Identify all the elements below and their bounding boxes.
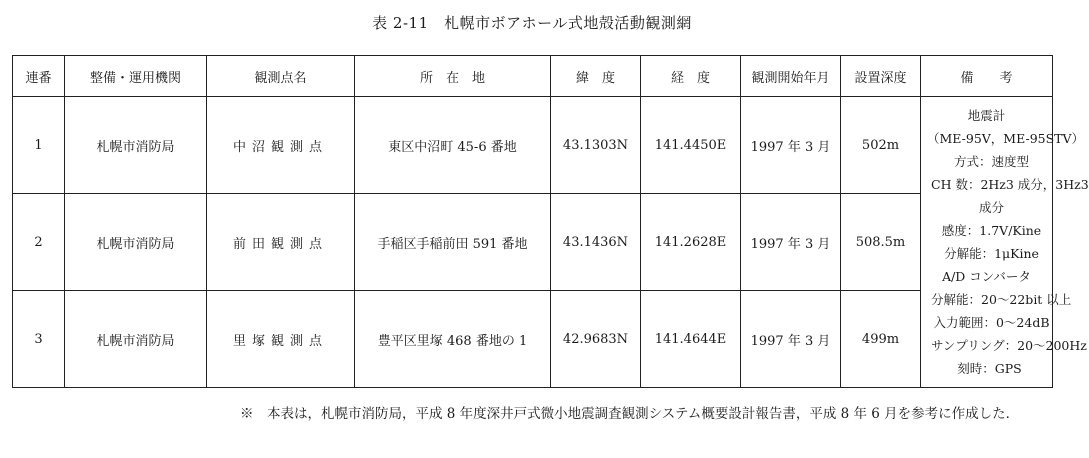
notes-line: 地震計 <box>967 108 1006 123</box>
cell-no: 3 <box>13 291 65 388</box>
header-start: 観測開始年月 <box>741 56 841 97</box>
cell-start: 1997 年 3 月 <box>741 194 841 291</box>
notes-line: 刻時：GPS <box>957 361 1022 376</box>
notes-line: A/D コンバータ <box>942 269 1031 284</box>
cell-station: 中沼観測点 <box>207 97 355 194</box>
cell-start: 1997 年 3 月 <box>741 97 841 194</box>
cell-start: 1997 年 3 月 <box>741 291 841 388</box>
notes-line: サンプリング：20～200Hz <box>931 338 1087 353</box>
notes-line: 成分 <box>978 200 1004 215</box>
footnote: ※ 本表は，札幌市消防局，平成 8 年度深井戸式微小地震調査観測システム概要設計報告書，平成 8 年 6 月を参考に作成した． <box>240 406 1020 422</box>
header-depth: 設置深度 <box>841 56 921 97</box>
table-row <box>13 194 1053 291</box>
table-row <box>13 97 1053 194</box>
header-station: 観測点名 <box>207 56 355 97</box>
cell-depth: 508.5m <box>841 194 921 291</box>
notes-line: 感度：1.7V/Kine <box>941 223 1042 238</box>
notes-line: 方式：速度型 <box>953 154 1029 169</box>
notes-cell <box>921 97 1089 388</box>
table-title: 表 2-11 札幌市ボアホール式地殻活動観測網 <box>372 14 692 32</box>
cell-lat: 43.1436N <box>551 194 641 291</box>
notes-line: 分解能：1μKine <box>944 246 1039 261</box>
header-lat: 緯 度 <box>551 56 641 97</box>
header-location: 所 在 地 <box>355 56 551 97</box>
cell-location: 豊平区里塚 468 番地の 1 <box>355 291 551 388</box>
header-row <box>13 56 1053 97</box>
cell-lat: 43.1303N <box>551 97 641 194</box>
cell-depth: 499m <box>841 291 921 388</box>
cell-no: 2 <box>13 194 65 291</box>
cell-no: 1 <box>13 97 65 194</box>
cell-depth: 502m <box>841 97 921 194</box>
header-org: 整備・運用機関 <box>65 56 207 97</box>
header-notes: 備 考 <box>921 56 1053 97</box>
cell-station: 里塚観測点 <box>207 291 355 388</box>
cell-lat: 42.9683N <box>551 291 641 388</box>
header-lon: 経 度 <box>641 56 741 97</box>
notes-line: 入力範囲：0～24dB <box>933 315 1050 330</box>
header-no: 連番 <box>13 56 65 97</box>
station-table <box>12 55 1089 388</box>
cell-org: 札幌市消防局 <box>65 194 207 291</box>
notes-line: CH 数：2Hz3 成分，3Hz3 <box>931 177 1089 192</box>
cell-location: 手稲区手稲前田 591 番地 <box>355 194 551 291</box>
cell-org: 札幌市消防局 <box>65 97 207 194</box>
notes-line: 分解能：20～22bit 以上 <box>931 292 1072 307</box>
notes-line: （ME-95V，ME-95STV） <box>927 131 1085 146</box>
cell-lon: 141.4450E <box>641 97 741 194</box>
cell-location: 東区中沼町 45-6 番地 <box>355 97 551 194</box>
cell-lon: 141.4644E <box>641 291 741 388</box>
cell-lon: 141.2628E <box>641 194 741 291</box>
cell-station: 前田観測点 <box>207 194 355 291</box>
table-row <box>13 291 1053 388</box>
cell-org: 札幌市消防局 <box>65 291 207 388</box>
